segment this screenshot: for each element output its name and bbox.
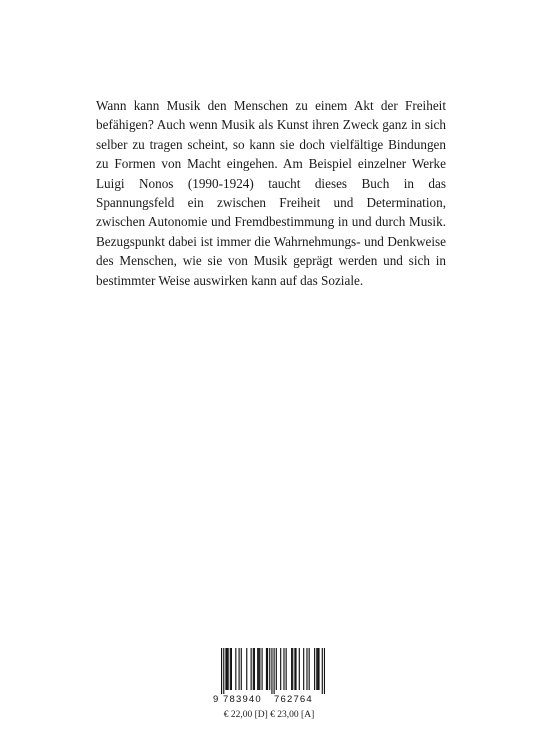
barcode-bar xyxy=(254,648,255,690)
barcode-bar xyxy=(324,648,325,694)
barcode-bar xyxy=(276,648,277,690)
price-label: € 22,00 [D] € 23,00 [A] xyxy=(223,710,315,720)
barcode-bar xyxy=(316,648,317,690)
barcode-bar xyxy=(317,648,318,690)
barcode-bar xyxy=(262,648,263,690)
isbn-first-digit: 9 xyxy=(213,694,219,705)
barcode-bar xyxy=(239,648,240,690)
barcode-bar xyxy=(246,648,247,690)
barcode-bar xyxy=(253,648,254,690)
barcode-bar xyxy=(221,648,222,694)
barcode-bar xyxy=(223,648,224,694)
barcode-bar xyxy=(295,648,296,690)
isbn-barcode xyxy=(213,648,325,694)
barcode-bar xyxy=(235,648,236,690)
barcode-bar xyxy=(322,648,323,694)
barcode-bar xyxy=(231,648,232,690)
isbn-right-group: 762764 xyxy=(274,694,313,705)
barcode-bar xyxy=(259,648,260,690)
barcode-bar xyxy=(280,648,281,690)
isbn-left-group: 783940 xyxy=(223,694,262,705)
barcode-bar xyxy=(241,648,242,690)
isbn-digits xyxy=(213,694,325,706)
barcode-bar xyxy=(225,648,226,690)
isbn-barcode-block xyxy=(213,648,325,721)
barcode-bar xyxy=(291,648,292,690)
barcode-bar xyxy=(274,648,275,694)
barcode-bar xyxy=(286,648,287,690)
barcode-bar xyxy=(314,648,315,690)
barcode-bar xyxy=(318,648,319,690)
barcode-bar xyxy=(226,648,227,690)
barcode-bar xyxy=(292,648,293,690)
barcode-bar xyxy=(258,648,259,690)
barcode-bar xyxy=(228,648,229,690)
barcode-bar xyxy=(267,648,268,690)
barcode-bar xyxy=(294,648,295,690)
blurb-text: Wann kann Musik den Menschen zu einem Akt der Freiheit befähigen? Auch wenn Musik als Kunst ihren Zweck ganz in sich selber zu tragen scheint, so kann sie doch vielfältige Bindungen zu Formen von Macht eingehen. Am Beispiel einzelner Werke Luigi Nonos (1990-1924) taucht dieses Buch in das Spannungsfeld ein zwischen Freiheit und Determination, zwischen Autonomie und Fremdbestimmung in und durch Musik. Bezugspunkt dabei ist immer die Wahrnehmungs- und Denkweise des Menschen, wie sie von Musik geprägt werden und sich in bestimmter Weise auswirken kann auf das Soziale. xyxy=(96,98,446,288)
barcode-bar xyxy=(266,648,267,690)
barcode-bar xyxy=(269,648,270,690)
barcode-bar xyxy=(257,648,258,690)
barcode-bar xyxy=(299,648,300,690)
barcode-bar xyxy=(306,648,307,690)
barcode-bar xyxy=(230,648,231,690)
barcode-bar xyxy=(283,648,284,690)
barcode-bar xyxy=(303,648,304,690)
barcode-bar xyxy=(309,648,310,690)
barcode-bar xyxy=(251,648,252,690)
back-cover-blurb xyxy=(96,96,446,290)
barcode-bar xyxy=(271,648,272,694)
